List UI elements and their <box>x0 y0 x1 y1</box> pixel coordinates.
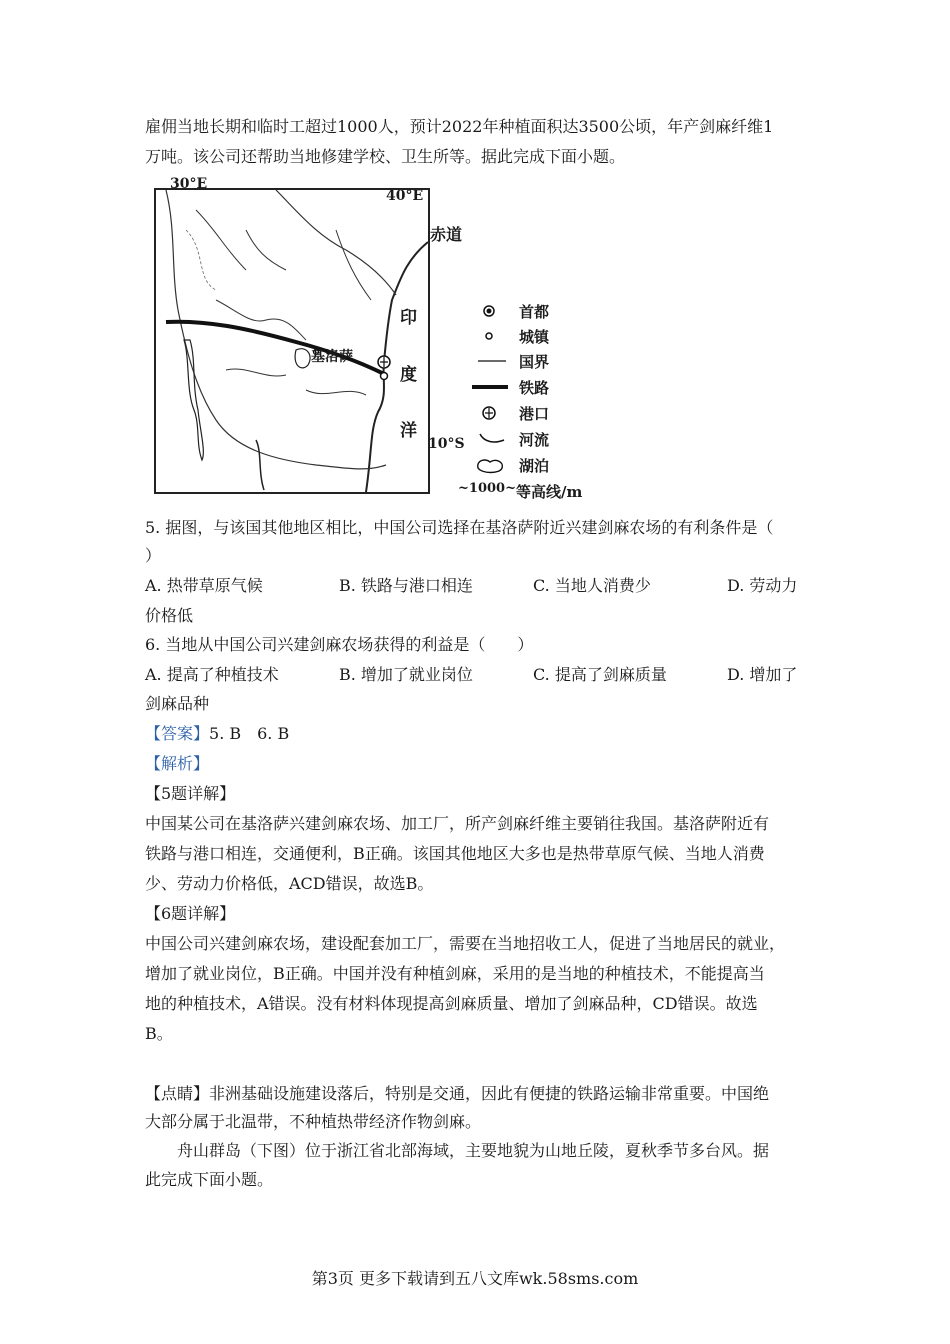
detail6-line: 中国公司兴建剑麻农场，建设配套加工厂，需要在当地招收工人，促进了当地居民的就业， <box>145 934 786 953</box>
ocean-char-3: 洋 <box>400 421 417 441</box>
legend-item-border <box>464 350 614 372</box>
detail5-line: 中国某公司在基洛萨兴建剑麻农场、加工厂，所产剑麻纤维主要销往我国。基洛萨附近有 <box>145 814 770 833</box>
q6-option-c[interactable]: C. 提高了剑麻质量 <box>533 665 667 684</box>
legend-label: 城镇 <box>519 328 550 346</box>
analysis-label: 【解析】 <box>145 754 210 773</box>
river <box>336 230 371 300</box>
legend-label: 国界 <box>519 353 550 371</box>
lake <box>184 340 203 460</box>
detail5-line: 少、劳动力价格低，ACD错误，故选B。 <box>145 874 434 893</box>
legend-item-railway <box>464 376 614 398</box>
q5-option-c[interactable]: C. 当地人消费少 <box>533 576 651 595</box>
lon-label-left: 30°E <box>170 176 208 192</box>
answer-label: 【答案】 <box>145 724 210 743</box>
q5-option-a[interactable]: A. 热带草原气候 <box>145 576 263 595</box>
legend-item-capital <box>464 300 614 322</box>
contour-icon: ~1000~ <box>458 481 516 496</box>
q5-option-d-cont: 价格低 <box>145 606 194 625</box>
capital-icon <box>464 300 508 322</box>
legend-label: 港口 <box>519 405 550 423</box>
detail6-line: B。 <box>145 1024 173 1043</box>
port-icon <box>464 402 508 424</box>
next-intro-line-2: 此完成下面小题。 <box>145 1170 274 1189</box>
border-line <box>166 190 386 469</box>
city-label: 基洛萨 <box>311 349 353 365</box>
legend-label: 铁路 <box>519 379 550 397</box>
answer-line <box>145 724 289 744</box>
q5-stem: 5. 据图，与该国其他地区相比，中国公司选择在基洛萨附近兴建剑麻农场的有利条件是（ <box>145 518 774 537</box>
q5-option-d[interactable]: D. 劳动力 <box>727 576 798 595</box>
contour-line <box>186 230 216 290</box>
lon-label-right: 40°E <box>386 188 424 204</box>
legend-label: 等高线/m <box>516 483 583 501</box>
legend-item-contour <box>458 480 618 502</box>
border-line <box>276 190 396 295</box>
legend-label: 首都 <box>519 303 550 321</box>
q5-stem-end: ） <box>145 546 162 565</box>
river <box>246 230 286 270</box>
page-footer: 第3页 更多下载请到五八文库wk.58sms.com <box>311 1269 639 1288</box>
map-drawing <box>156 190 428 492</box>
border-line <box>196 210 246 270</box>
detail6-line: 地的种植技术，A错误。没有材料体现提高剑麻质量、增加了剑麻品种，CD错误。故选 <box>145 994 758 1013</box>
answer-text: 5. B 6. B <box>209 724 290 743</box>
q5-option-b[interactable]: B. 铁路与港口相连 <box>339 576 473 595</box>
tip-line-1: 【点睛】非洲基础设施建设落后，特别是交通，因此有便捷的铁路运输非常重要。中国绝 <box>145 1084 770 1103</box>
border-icon <box>464 350 508 372</box>
detail5-line: 铁路与港口相连，交通便利，B正确。该国其他地区大多也是热带草原气候、当地人消费 <box>145 844 765 863</box>
lake <box>295 349 310 368</box>
detail6-title: 【6题详解】 <box>145 904 236 923</box>
legend-item-town <box>464 325 614 347</box>
legend-item-river <box>464 428 614 450</box>
ocean-char-1: 印 <box>400 308 417 328</box>
q6-option-b[interactable]: B. 增加了就业岗位 <box>339 665 473 684</box>
detail6-line: 增加了就业岗位，B正确。中国并没有种植剑麻，采用的是当地的种植技术，不能提高当 <box>145 964 765 983</box>
contour-value: 1000 <box>468 481 506 496</box>
intro-line-1: 雇佣当地长期和临时工超过1000人，预计2022年种植面积达3500公顷，年产剑麻纤维1 <box>145 117 774 136</box>
tip-line-2: 大部分属于北温带，不种植热带经济作物剑麻。 <box>145 1112 482 1131</box>
town-marker <box>381 373 388 380</box>
detail5-title: 【5题详解】 <box>145 784 236 803</box>
q6-option-a[interactable]: A. 提高了种植技术 <box>145 665 279 684</box>
legend-item-port <box>464 402 614 424</box>
equator-label: 赤道 <box>430 225 463 244</box>
river-icon <box>464 428 508 450</box>
lake <box>256 440 264 490</box>
map-frame <box>154 188 430 494</box>
town-icon <box>464 325 508 347</box>
coastline <box>366 242 428 492</box>
legend-item-lake <box>464 454 614 476</box>
legend-label: 湖泊 <box>519 457 550 475</box>
intro-line-2: 万吨。该公司还帮助当地修建学校、卫生所等。据此完成下面小题。 <box>145 147 626 166</box>
legend-label: 河流 <box>519 431 550 449</box>
river <box>306 390 366 395</box>
q6-stem: 6. 当地从中国公司兴建剑麻农场获得的利益是（ ） <box>145 635 534 654</box>
railway-icon <box>464 376 508 398</box>
lat-label-bottom: 10°S <box>428 436 465 452</box>
ocean-char-2: 度 <box>400 365 417 385</box>
q6-option-d[interactable]: D. 增加了 <box>727 665 798 684</box>
next-intro-line-1: 舟山群岛（下图）位于浙江省北部海域，主要地貌为山地丘陵，夏秋季节多台风。据 <box>177 1141 770 1160</box>
river <box>226 369 286 376</box>
lake-icon <box>464 454 508 476</box>
q6-option-d-cont: 剑麻品种 <box>145 694 210 713</box>
